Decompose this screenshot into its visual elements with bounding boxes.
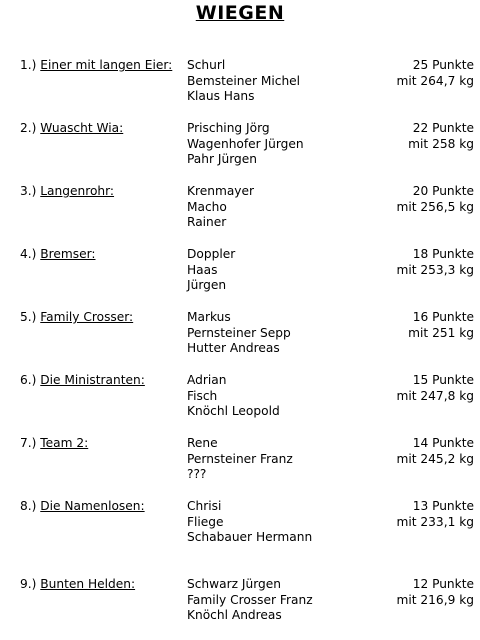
team-rank: 2.) [20,121,37,135]
team-rank: 1.) [20,58,37,72]
team-member: Klaus Hans [187,89,255,104]
team-member: Krenmayer [187,184,255,198]
team-score [397,247,474,278]
team-score [408,310,474,341]
team-member: Family Crosser Franz [187,592,313,607]
team-member: Knöchl Leopold [187,404,280,419]
team-name: Bremser: [40,247,96,261]
team-rank: 3.) [20,184,37,198]
team-rank-and-name [20,577,135,593]
page-title: WIEGEN [195,2,285,24]
team-members [187,436,293,483]
team-member: Bemsteiner Michel [187,73,301,88]
team-member: Hutter Andreas [187,341,280,356]
team-member: Macho [187,199,227,214]
team-points: 15 Punkte [412,373,474,387]
team-score [397,436,474,467]
team-name: Wuascht Wia: [40,121,124,135]
team-member: Schurl [187,58,226,72]
team-name: Team 2: [40,436,89,450]
team-name: Bunten Helden: [40,577,136,591]
team-points: 25 Punkte [412,58,474,72]
team-points: 14 Punkte [412,436,474,450]
team-weight: mit 258 kg [408,136,474,151]
team-entry [0,436,480,496]
team-score [408,121,474,152]
team-members [187,373,280,420]
team-rank-and-name [20,310,133,326]
team-member: Fisch [187,388,218,403]
team-rank: 8.) [20,499,37,513]
team-score [397,499,474,530]
team-member: Doppler [187,247,236,261]
team-rank-and-name [20,436,88,452]
team-member: Rainer [187,215,227,230]
team-entry [0,58,480,118]
team-rank-and-name [20,184,114,200]
team-rank: 5.) [20,310,37,324]
team-member: Schwarz Jürgen [187,577,281,591]
team-name: Einer mit langen Eier: [40,58,173,72]
team-name: Die Ministranten: [40,373,145,387]
team-name: Die Namenlosen: [40,499,145,513]
team-weight: mit 233,1 kg [396,514,474,529]
team-members [187,499,312,546]
team-rank: 4.) [20,247,37,261]
team-rank-and-name [20,58,172,74]
team-entry [0,247,480,307]
team-rank: 9.) [20,577,37,591]
team-points: 22 Punkte [412,121,474,135]
team-member: Fliege [187,514,224,529]
team-rank-and-name [20,499,145,515]
team-weight: mit 253,3 kg [396,262,474,277]
team-entry [0,499,480,559]
team-entry [0,121,480,181]
team-weight: mit 245,2 kg [396,451,474,466]
team-weight: mit 247,8 kg [396,388,474,403]
team-member: Pernsteiner Franz [187,451,293,466]
team-member: Knöchl Andreas [187,608,282,623]
team-rank: 7.) [20,436,37,450]
team-rank-and-name [20,121,123,137]
team-entry [0,310,480,370]
team-member: Chrisi [187,499,222,513]
team-member: Wagenhofer Jürgen [187,136,304,151]
team-score [397,184,474,215]
team-members [187,247,235,294]
team-members [187,121,304,168]
team-weight: mit 264,7 kg [396,73,474,88]
team-score [397,58,474,89]
team-score [397,577,474,608]
team-members [187,184,254,231]
team-name: Family Crosser: [40,310,134,324]
team-entry [0,373,480,433]
team-member: Rene [187,436,218,450]
team-score [397,373,474,404]
team-members [187,577,313,624]
team-members [187,58,300,105]
team-member: Haas [187,262,218,277]
team-entry [0,184,480,244]
team-member: Prisching Jörg [187,121,270,135]
team-points: 12 Punkte [412,577,474,591]
team-weight: mit 216,9 kg [396,592,474,607]
team-members [187,310,291,357]
team-name: Langenrohr: [40,184,115,198]
team-member: Markus [187,310,231,324]
team-rank-and-name [20,247,96,263]
team-points: 18 Punkte [412,247,474,261]
team-entry [0,577,480,637]
team-points: 16 Punkte [412,310,474,324]
team-member: Pahr Jürgen [187,152,257,167]
team-weight: mit 251 kg [408,325,474,340]
team-member: Pernsteiner Sepp [187,325,291,340]
team-member: Adrian [187,373,227,387]
team-rank-and-name [20,373,145,389]
team-member: ??? [187,467,207,482]
team-member: Schabauer Hermann [187,530,313,545]
team-member: Jürgen [187,278,227,293]
team-weight: mit 256,5 kg [396,199,474,214]
team-points: 20 Punkte [412,184,474,198]
team-points: 13 Punkte [412,499,474,513]
team-rank: 6.) [20,373,37,387]
